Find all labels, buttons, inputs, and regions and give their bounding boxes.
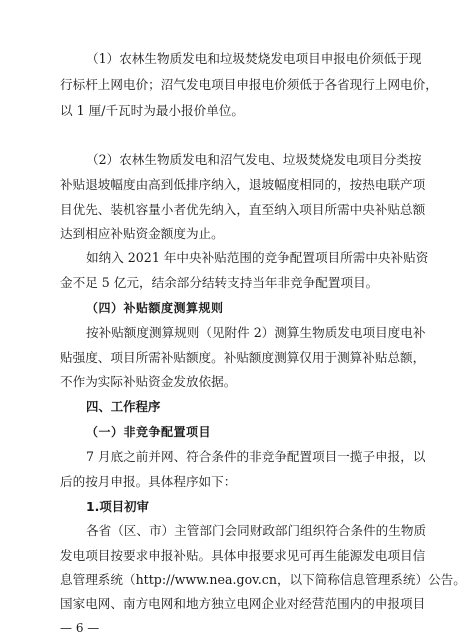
paragraph-line: 达到相应补贴资金额度为止。 bbox=[60, 226, 224, 241]
paragraph-line: 各省（区、市）主管部门会同财政部门组织符合条件的生物质 bbox=[86, 523, 427, 538]
paragraph-line: 后的按月申报。具体程序如下： bbox=[60, 474, 237, 489]
paragraph-line: 金不足 5 亿元，结余部分结转支持当年非竞争配置项目。 bbox=[60, 275, 379, 290]
paragraph-line: 如纳入 2021 年中央补贴范围的竞争配置项目所需中央补贴资 bbox=[86, 250, 429, 265]
subsection-heading: 1.项目初审 bbox=[86, 499, 149, 514]
paragraph-line: 不作为实际补贴资金发放依据。 bbox=[60, 374, 237, 389]
paragraph-line: 行标杆上网电价；沼气发电项目申报电价须低于各省现行上网电价， bbox=[60, 77, 438, 92]
page-number: — 6 — bbox=[60, 621, 100, 635]
paragraph-line: 按补贴额度测算规则（见附件 2）测算生物质发电项目度电补 bbox=[86, 325, 426, 340]
section-heading: （一）非竞争配置项目 bbox=[86, 425, 212, 439]
paragraph-line: （2）农林生物质发电和沼气发电、垃圾焚烧发电项目分类按 bbox=[86, 152, 422, 167]
chapter-heading: 四、工作程序 bbox=[86, 399, 161, 414]
paragraph-line: 以 1 厘/千瓦时为最小报价单位。 bbox=[60, 103, 244, 118]
paragraph-line: 补贴退坡幅度由高到低排序纳入，退坡幅度相同的，按热电联产项 bbox=[60, 177, 426, 192]
section-heading: （四）补贴额度测算规则 bbox=[86, 301, 224, 315]
paragraph-line: 发电项目按要求申报补贴。具体申报要求见可再生能源发电项目信 bbox=[60, 548, 426, 563]
paragraph-line: 息管理系统（http://www.nea.gov.cn，以下简称信息管理系统）公告。 bbox=[60, 572, 466, 587]
paragraph-line: 贴强度、项目所需补贴额度。补贴额度测算仅用于测算补贴总额， bbox=[60, 350, 426, 365]
paragraph-line: 7 月底之前并网、符合条件的非竞争配置项目一揽子申报，以 bbox=[86, 449, 426, 464]
paragraph-line: （1）农林生物质发电和垃圾焚烧发电项目申报电价须低于现 bbox=[86, 51, 422, 66]
paragraph-line: 目优先、装机容量小者优先纳入，直至纳入项目所需中央补贴总额 bbox=[60, 202, 426, 217]
paragraph-line: 国家电网、南方电网和地方独立电网企业对经营范围内的申报项目 bbox=[60, 596, 426, 611]
